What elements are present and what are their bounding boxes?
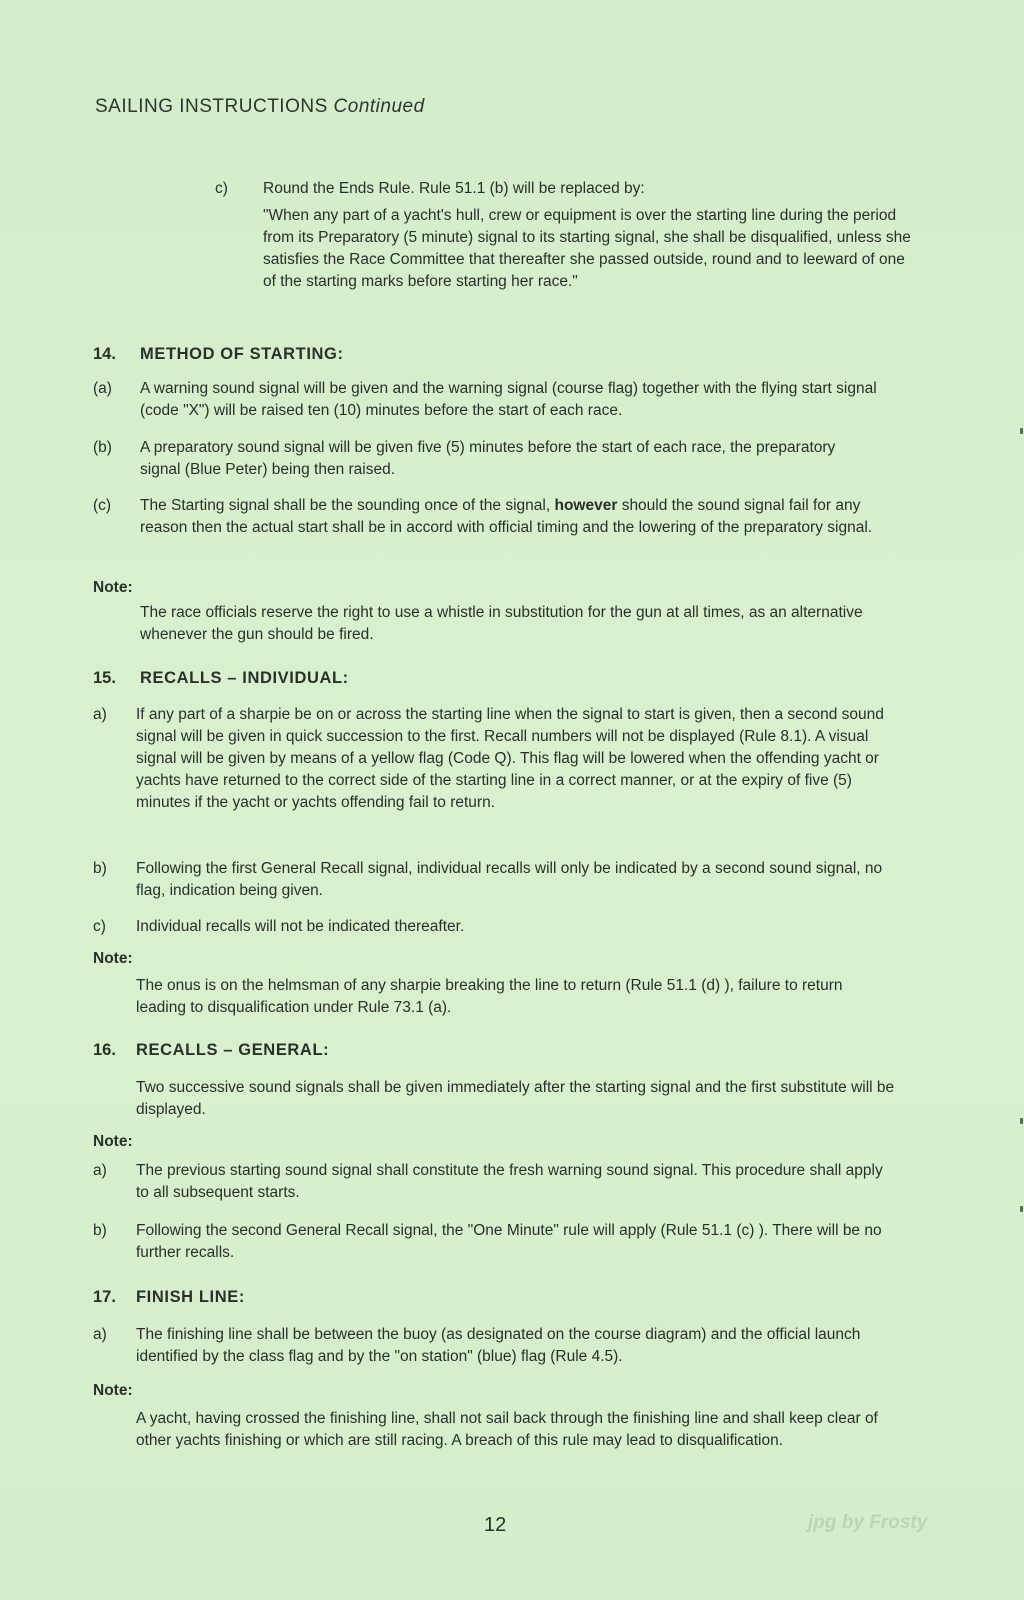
sec13-c-text: Round the Ends Rule. Rule 51.1 (b) will be replaced by: (263, 180, 645, 197)
watermark: jpg by Frosty (808, 1512, 928, 1533)
section-title: RECALLS – GENERAL: (136, 1041, 330, 1059)
section-title: RECALLS – INDIVIDUAL: (140, 669, 349, 687)
item-label: (b) (93, 439, 112, 456)
sec16-a-text: The previous starting sound signal shall constitute the fresh warning sound signal. This procedure shall apply to all subsequent starts. (136, 1162, 883, 1201)
sec15-a-text: If any part of a sharpie be on or across the starting line when the signal to start is given, then a second sound signal will be given in quick succession to the first. Recall numbers will not be displayed (Rule 8.1). A visual signal will be given by means of a yellow flag (Code Q). This flag will be lowered when the offending yacht or yachts have returned to the correct side of the starting line in a correct manner, or at the expiry of five (5) minutes if the yacht or yachts offending fail to return. (136, 706, 884, 811)
section-title: METHOD OF STARTING: (140, 345, 344, 363)
item-label: c) (215, 180, 228, 197)
scan-speck (1020, 428, 1023, 434)
note-label: Note: (93, 1133, 133, 1150)
sec14-c-bold: however (554, 497, 618, 514)
sec15-c-text: Individual recalls will not be indicated thereafter. (136, 918, 465, 935)
scan-speck (1020, 1118, 1023, 1124)
sec14-c-pre: The Starting signal shall be the sounding once of the signal, (140, 497, 551, 514)
sec16-b-text: Following the second General Recall signal, the "One Minute" rule will apply (Rule 51.1 (c) ). There will be no further recalls. (136, 1222, 882, 1261)
sec14-a-text: A warning sound signal will be given and the warning signal (course flag) together with the flying start signal (code "X") will be raised ten (10) minutes before the start of each race. (140, 380, 877, 419)
note-label: Note: (93, 579, 133, 596)
item-label: c) (93, 918, 106, 935)
section-number: 14. (93, 345, 116, 363)
scan-speck (1020, 1206, 1023, 1212)
note-label: Note: (93, 1382, 133, 1399)
sec14-c-text (140, 495, 910, 539)
section-title: FINISH LINE: (136, 1288, 245, 1306)
note-label: Note: (93, 950, 133, 967)
section-number: 16. (93, 1041, 116, 1059)
section-number: 17. (93, 1288, 116, 1306)
sec14-note-text: The race officials reserve the right to use a whistle in substitution for the gun at all times, as an alternative whenever the gun should be fired. (140, 604, 863, 643)
page-number: 12 (484, 1514, 507, 1536)
section-number: 15. (93, 669, 116, 687)
item-label: a) (93, 706, 107, 723)
sec14-b-text: A preparatory sound signal will be given five (5) minutes before the start of each race, the preparatory signal (Blue Peter) being then raised. (140, 439, 836, 478)
item-label: (a) (93, 380, 112, 397)
item-label: a) (93, 1162, 107, 1179)
sec15-b-text: Following the first General Recall signal, individual recalls will only be indicated by a second sound signal, no flag, indication being given. (136, 860, 883, 899)
running-head-continued: Continued (333, 96, 425, 117)
sec15-note-text: The onus is on the helmsman of any sharpie breaking the line to return (Rule 51.1 (d) ), failure to return leading to disqualification under Rule 73.1 (a). (136, 977, 843, 1016)
item-label: b) (93, 860, 107, 877)
sec13-quote: "When any part of a yacht's hull, crew or equipment is over the starting line during the period from its Preparatory (5 minute) signal to its starting signal, she shall be disqualified, unless she satisfies the Race Committee that thereafter she passed outside, round and to leeward of one of the starting marks before starting her race." (263, 207, 911, 290)
item-label: b) (93, 1222, 107, 1239)
running-head-title: SAILING INSTRUCTIONS (95, 96, 328, 117)
sec16-text: Two successive sound signals shall be given immediately after the starting signal and the first substitute will be displayed. (136, 1079, 895, 1118)
sec17-a-text: The finishing line shall be between the buoy (as designated on the course diagram) and the official launch identified by the class flag and by the "on station" (blue) flag (Rule 4.5). (136, 1326, 861, 1365)
sec17-note-text: A yacht, having crossed the finishing line, shall not sail back through the finishing line and shall keep clear of other yachts finishing or which are still racing. A breach of this rule may lead to disqualification. (136, 1410, 878, 1449)
item-label: a) (93, 1326, 107, 1343)
item-label: (c) (93, 497, 112, 514)
sec14-c-post: should the sound signal fail for any reason then the actual start shall be in accord with official timing and the lowering of the preparatory signal. (140, 497, 873, 536)
running-head (95, 96, 425, 118)
